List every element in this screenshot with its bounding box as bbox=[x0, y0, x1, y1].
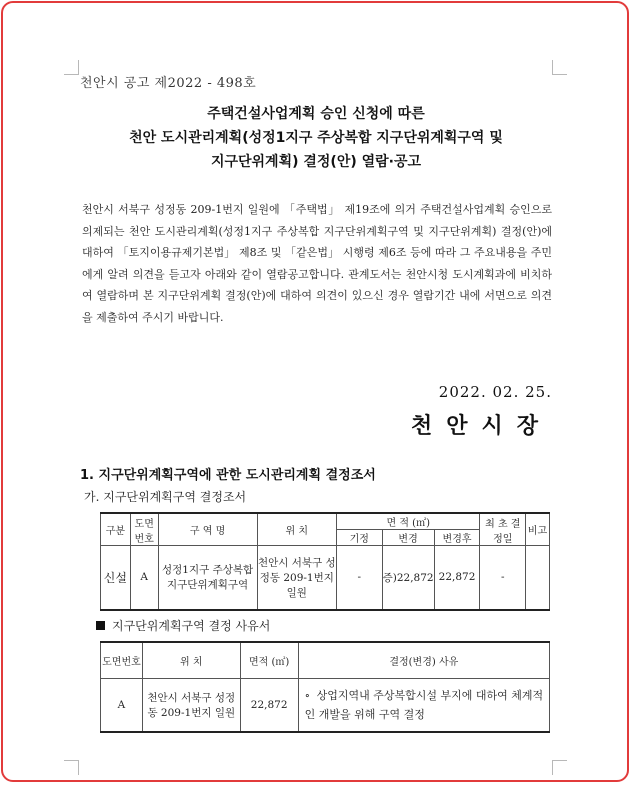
cell-first-decision: - bbox=[480, 546, 526, 610]
body-paragraph: 천안시 서북구 성정동 209-1번지 일원에 「주택법」 제19조에 의거 주택건설사업계획 승인으로 의제되는 천안 도시관리계획(성정1지구 주상복합 지구단위계획구역 및 지구단위계획) 결정(안)에 대하여 「토지이용규제기본법」 제8조 및 「같은법」 시행령 제6조 등에 따라 그 주요내용을 주민에게 알려 의견을 듣고자 아래와 같이 열람공고합니다. 관계도서는 천안시청 도시계획과에 비치하여 열람하며 본 지구단위계획 결정(안)에 대하여 의견이 있으신 경우 열람기간 내에 서면으로 의견을 제출하여 주시기 바랍니다. bbox=[82, 203, 552, 324]
crop-mark-bottom-right bbox=[552, 760, 567, 775]
cell-area-existing: - bbox=[336, 546, 382, 610]
title-line-2: 천안 도시관리계획(성정1지구 주상복합 지구단위계획구역 및 bbox=[129, 130, 503, 146]
square-bullet-icon bbox=[96, 621, 105, 630]
reason-text: 상업지역내 주상복합시설 부지에 대하여 체계적인 개발을 위해 구역 결정 bbox=[304, 688, 544, 721]
reason-cell-map-no: A bbox=[101, 678, 143, 732]
header-location: 위 치 bbox=[257, 513, 336, 546]
header-area-after: 변경후 bbox=[434, 530, 480, 546]
header-area-change: 변경 bbox=[382, 530, 434, 546]
bullet-icon: ∘ bbox=[304, 688, 311, 702]
header-first-decision: 최 초 결정일 bbox=[480, 513, 526, 546]
header-type: 구분 bbox=[101, 513, 131, 546]
reason-header-area: 면적 (㎡) bbox=[240, 642, 298, 678]
crop-mark-bottom-left bbox=[64, 760, 79, 775]
notice-date: 2022. 02. 25. bbox=[438, 383, 552, 401]
crop-mark-top-left bbox=[64, 60, 79, 75]
reason-heading bbox=[96, 617, 270, 634]
section-1-heading: 1. 지구단위계획구역에 관한 도시관리계획 결정조서 bbox=[80, 468, 376, 483]
reason-cell-location: 천안시 서북구 성정동 209-1번지 일원 bbox=[142, 678, 240, 732]
zone-decision-table bbox=[100, 512, 550, 611]
cell-note bbox=[526, 546, 550, 610]
reason-heading-text: 지구단위계획구역 결정 사유서 bbox=[112, 619, 271, 633]
cell-type: 신설 bbox=[101, 546, 131, 610]
cell-area-change: 증)22,872 bbox=[382, 546, 434, 610]
reason-header-map-no: 도면번호 bbox=[101, 642, 143, 678]
title-line-1: 주택건설사업계획 승인 신청에 따른 bbox=[207, 106, 425, 122]
reason-cell-area: 22,872 bbox=[240, 678, 298, 732]
header-map-no: 도면번호 bbox=[130, 513, 158, 546]
cell-map-no: A bbox=[130, 546, 158, 610]
notice-number: 천안시 공고 제2022 - 498호 bbox=[80, 76, 257, 91]
header-note: 비고 bbox=[526, 513, 550, 546]
title-line-3: 지구단위계획) 결정(안) 열람·공고 bbox=[210, 154, 422, 170]
section-1-subheading: 가. 지구단위계획구역 결정조서 bbox=[84, 490, 247, 504]
header-area: 면 적 (㎡) bbox=[336, 513, 480, 530]
cell-zone-name: 성정1지구 주상복합 지구단위계획구역 bbox=[158, 546, 257, 610]
reason-cell-reason bbox=[298, 678, 549, 732]
cell-area-after: 22,872 bbox=[434, 546, 480, 610]
reason-header-reason: 결정(변경) 사유 bbox=[298, 642, 549, 678]
reason-table bbox=[100, 641, 550, 733]
header-zone-name: 구 역 명 bbox=[158, 513, 257, 546]
issuer-name: 천안시장 bbox=[410, 413, 552, 439]
crop-mark-top-right bbox=[552, 60, 567, 75]
header-area-existing: 기정 bbox=[336, 530, 382, 546]
reason-header-location: 위 치 bbox=[142, 642, 240, 678]
cell-location: 천안시 서북구 성정동 209-1번지 일원 bbox=[257, 546, 336, 610]
